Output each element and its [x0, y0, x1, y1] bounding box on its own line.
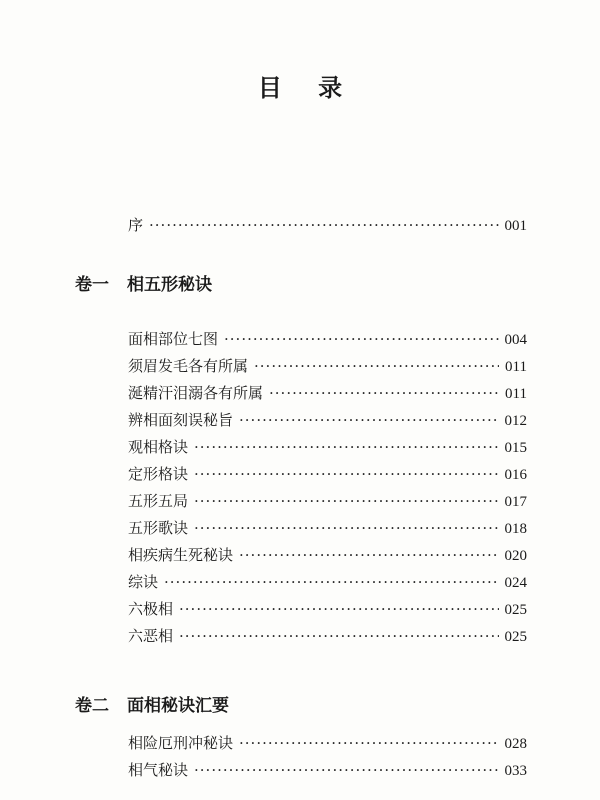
toc-entry-label: 定形格诀	[128, 465, 189, 483]
toc-entry-page: 020	[504, 548, 527, 564]
leader-dots	[149, 214, 498, 236]
toc-entry-page: 018	[504, 521, 527, 537]
toc-entry-label: 五形五局	[128, 492, 189, 510]
toc-entry-label: 六极相	[128, 600, 174, 618]
leader-dots	[224, 328, 498, 350]
toc-entry-page: 004	[504, 332, 527, 348]
toc-entry[interactable]	[128, 409, 527, 431]
leader-dots	[179, 625, 498, 647]
toc-entry[interactable]	[128, 328, 527, 350]
toc-entry-page: 017	[504, 494, 527, 510]
toc-entry-page: 033	[504, 763, 527, 779]
toc-entry[interactable]	[128, 571, 527, 593]
toc-entry[interactable]	[128, 463, 527, 485]
toc-entry-label: 相险厄刑冲秘诀	[128, 734, 234, 752]
toc-entry-page: 024	[504, 575, 527, 591]
toc-entry[interactable]	[128, 517, 527, 539]
leader-dots	[269, 382, 499, 404]
leader-dots	[164, 571, 498, 593]
toc-entry-page: 025	[504, 602, 527, 618]
toc-entry-page: 001	[504, 218, 527, 234]
leader-dots	[239, 544, 498, 566]
toc-entry-page: 015	[504, 440, 527, 456]
toc-entry-label: 须眉发毛各有所属	[128, 357, 249, 375]
volume-heading-1	[75, 273, 212, 297]
toc-entry-label: 综诀	[128, 573, 159, 591]
toc-entry[interactable]	[128, 436, 527, 458]
toc-entry-label: 观相格诀	[128, 438, 189, 456]
toc-entry[interactable]	[128, 732, 527, 754]
toc-entry[interactable]	[128, 544, 527, 566]
toc-entry-page: 016	[504, 467, 527, 483]
volume-title: 相五形秘诀	[127, 275, 212, 295]
volume-number: 卷一	[75, 275, 109, 295]
toc-entry-page: 011	[505, 359, 527, 375]
leader-dots	[239, 732, 498, 754]
toc-entry-page: 028	[504, 736, 527, 752]
toc-entry-preface[interactable]	[128, 214, 527, 236]
leader-dots	[239, 409, 498, 431]
toc-entry-label: 辨相面刻误秘旨	[128, 411, 234, 429]
toc-entry-label: 序	[128, 216, 144, 234]
toc-entry[interactable]	[128, 625, 527, 647]
leader-dots	[194, 436, 498, 458]
toc-entry-label: 相疾病生死秘诀	[128, 546, 234, 564]
leader-dots	[194, 759, 498, 781]
toc-entry-page: 025	[504, 629, 527, 645]
toc-entry[interactable]	[128, 598, 527, 620]
leader-dots	[254, 355, 499, 377]
toc-entry-label: 相气秘诀	[128, 761, 189, 779]
toc-entry[interactable]	[128, 382, 527, 404]
leader-dots	[194, 490, 498, 512]
volume-heading-2	[75, 694, 229, 718]
toc-entry-label: 六恶相	[128, 627, 174, 645]
toc-entry-label: 涎精汗泪溺各有所属	[128, 384, 264, 402]
leader-dots	[194, 517, 498, 539]
toc-entry-page: 011	[505, 386, 527, 402]
toc-entry[interactable]	[128, 355, 527, 377]
toc-entry-page: 012	[504, 413, 527, 429]
volume-number: 卷二	[75, 696, 109, 716]
leader-dots	[194, 463, 498, 485]
page-title: 目 录	[257, 74, 357, 102]
volume-title: 面相秘诀汇要	[127, 696, 229, 716]
toc-entry[interactable]	[128, 490, 527, 512]
leader-dots	[179, 598, 498, 620]
toc-entry[interactable]	[128, 759, 527, 781]
toc-entry-label: 五形歌诀	[128, 519, 189, 537]
toc-entry-label: 面相部位七图	[128, 330, 219, 348]
